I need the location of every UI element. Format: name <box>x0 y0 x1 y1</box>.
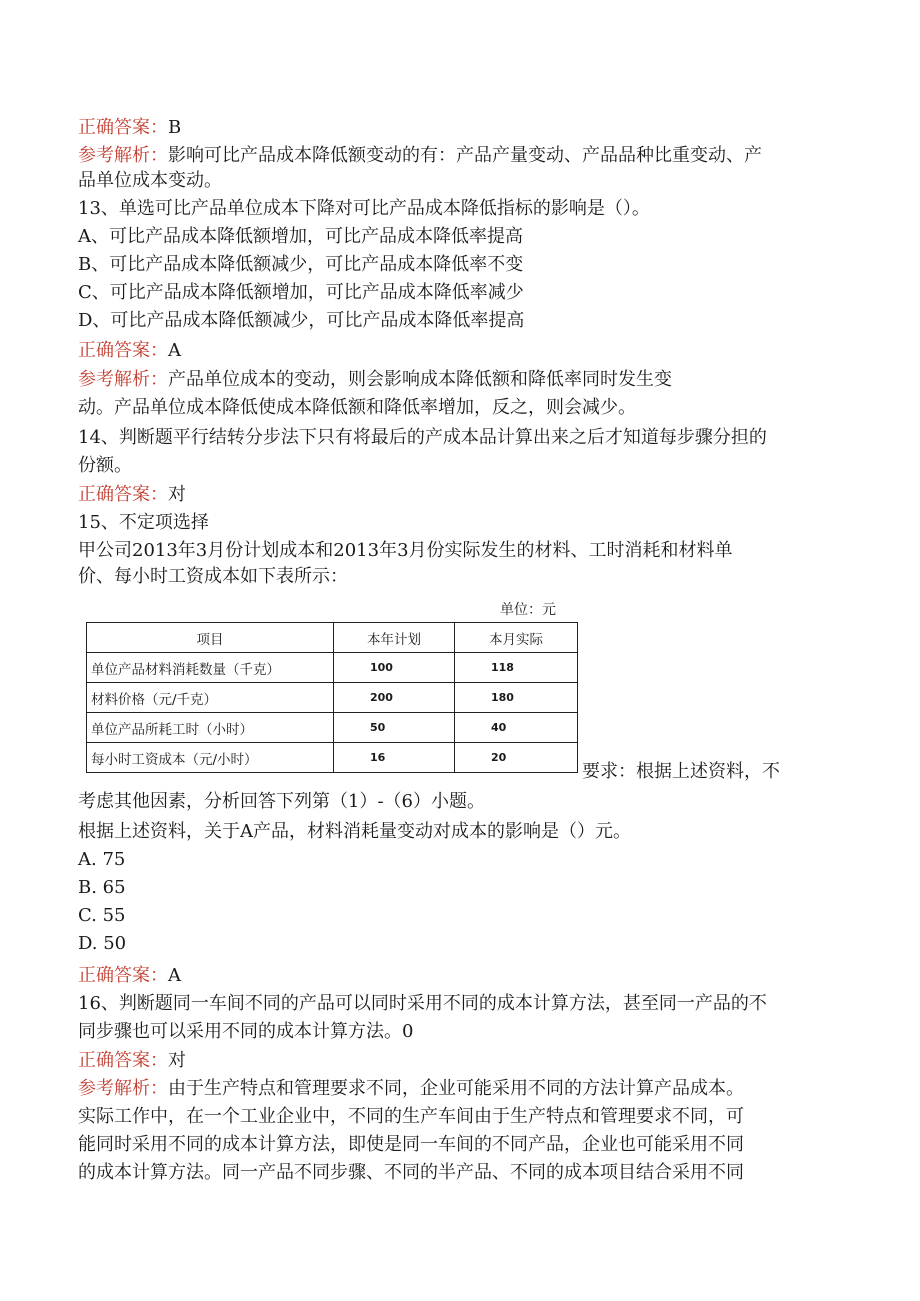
table-cell: 16 <box>334 743 455 773</box>
answer-line <box>78 962 848 990</box>
table-cell: 100 <box>334 653 455 683</box>
table-cell: 单位产品材料消耗数量（千克） <box>87 653 334 683</box>
option-a: A、可比产品成本降低额增加，可比产品成本降低率提高 <box>78 226 523 247</box>
question-14: 14、判断题平行结转分步法下只有将最后的产成本品计算出来之后才知道每步骤分担的 <box>78 427 767 448</box>
answer-value: A <box>168 965 181 986</box>
answer-value: B <box>168 117 182 138</box>
question-15: 15、不定项选择 <box>78 512 209 533</box>
text-line: 份额。 <box>78 455 132 476</box>
explanation-text: 由于生产特点和管理要求不同，企业可能采用不同的方法计算产品成本。 <box>168 1078 744 1099</box>
text-line: 价、每小时工资成本如下表所示： <box>78 566 348 587</box>
table-unit-label: 单位：元 <box>500 602 556 618</box>
text-line: 考虑其他因素，分析回答下列第（1）-（6）小题。 <box>78 791 485 812</box>
answer-label: 正确答案： <box>78 1050 168 1071</box>
table-header: 本月实际 <box>455 623 578 653</box>
explanation-line <box>78 142 848 170</box>
explanation-line <box>78 1075 848 1103</box>
table-cell: 40 <box>455 713 578 743</box>
table-cell: 118 <box>455 653 578 683</box>
table-header-row <box>87 623 578 653</box>
option-b: B、可比产品成本降低额减少，可比产品成本降低率不变 <box>78 254 524 275</box>
answer-value: A <box>168 340 181 361</box>
text-line: 同步骤也可以采用不同的成本计算方法。0 <box>78 1021 414 1042</box>
text-line: 的成本计算方法。同一产品不同步骤、不同的半产品、不同的成本项目结合采用不同 <box>78 1162 744 1183</box>
table-cell: 180 <box>455 683 578 713</box>
answer-line <box>78 114 848 142</box>
table-row <box>87 653 578 683</box>
cost-table <box>86 622 578 773</box>
answer-line <box>78 337 848 365</box>
explanation-line <box>78 366 848 394</box>
option-d: D. 50 <box>78 933 127 954</box>
answer-label: 正确答案： <box>78 117 168 138</box>
table-cell: 每小时工资成本（元/小时） <box>87 743 334 773</box>
explanation-label: 参考解析： <box>78 1078 168 1099</box>
text-line: 实际工作中，在一个工业企业中，不同的生产车间由于生产特点和管理要求不同，可 <box>78 1106 744 1127</box>
table-header: 本年计划 <box>334 623 455 653</box>
explanation-text: 影响可比产品成本降低额变动的有：产品产量变动、产品品种比重变动、产 <box>168 145 762 166</box>
table-cell: 200 <box>334 683 455 713</box>
option-b: B. 65 <box>78 877 126 898</box>
sub-question: 根据上述资料，关于A产品，材料消耗量变动对成本的影响是（）元。 <box>78 821 631 842</box>
answer-line <box>78 1047 848 1075</box>
answer-label: 正确答案： <box>78 340 168 361</box>
text-line: 动。产品单位成本降低使成本降低额和降低率增加，反之，则会减少。 <box>78 397 636 418</box>
text-line: 能同时采用不同的成本计算方法，即使是同一车间的不同产品，企业也可能采用不同 <box>78 1134 744 1155</box>
explanation-label: 参考解析： <box>78 145 168 166</box>
answer-value: 对 <box>168 484 186 505</box>
option-d: D、可比产品成本降低额减少，可比产品成本降低率提高 <box>78 310 525 331</box>
table-cell: 50 <box>334 713 455 743</box>
table-cell: 材料价格（元/千克） <box>87 683 334 713</box>
answer-label: 正确答案： <box>78 965 168 986</box>
table-cell: 单位产品所耗工时（小时） <box>87 713 334 743</box>
table-header: 项目 <box>87 623 334 653</box>
answer-label: 正确答案： <box>78 484 168 505</box>
explanation-text: 产品单位成本的变动，则会影响成本降低额和降低率同时发生变 <box>168 369 672 390</box>
question-13: 13、单选可比产品单位成本下降对可比产品成本降低指标的影响是（）。 <box>78 198 650 219</box>
text-line: 品单位成本变动。 <box>78 170 222 191</box>
option-a: A. 75 <box>78 849 126 870</box>
table-row <box>87 713 578 743</box>
explanation-label: 参考解析： <box>78 369 168 390</box>
text-line: 甲公司2013年3月份计划成本和2013年3月份实际发生的材料、工时消耗和材料单 <box>78 540 733 561</box>
question-16: 16、判断题同一车间不同的产品可以同时采用不同的成本计算方法，甚至同一产品的不 <box>78 993 767 1014</box>
table-cell: 20 <box>455 743 578 773</box>
option-c: C、可比产品成本降低额增加，可比产品成本降低率减少 <box>78 282 524 303</box>
answer-line <box>78 481 848 509</box>
answer-value: 对 <box>168 1050 186 1071</box>
requirement-text: 要求：根据上述资料，不 <box>582 761 780 782</box>
option-c: C. 55 <box>78 905 126 926</box>
table-row <box>87 743 578 773</box>
table-row <box>87 683 578 713</box>
